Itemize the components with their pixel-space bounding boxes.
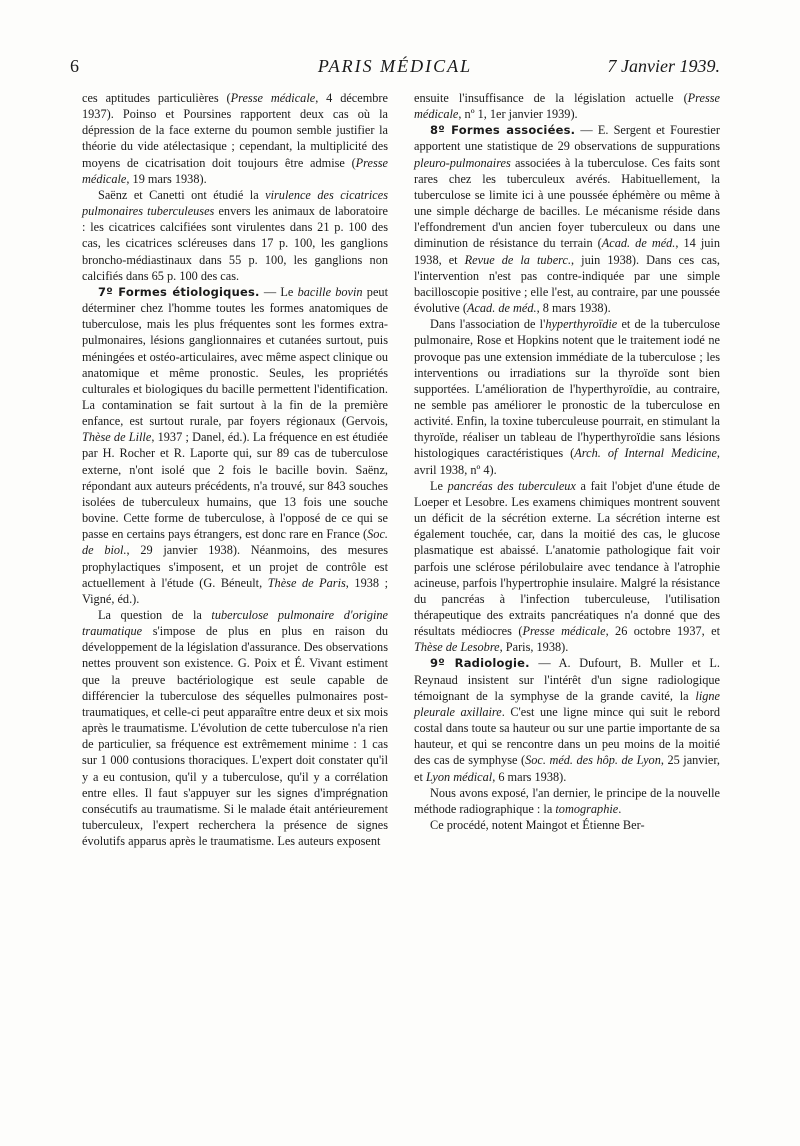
- left-column: [82, 90, 388, 849]
- page-number: 6: [70, 56, 79, 76]
- paragraph: Nous avons exposé, l'an dernier, le principe de la nouvelle méthode radiographique : la tomographie.: [414, 785, 720, 816]
- paragraph: La question de la tuberculose pulmonaire d'origine traumatique s'impose de plus en plus en raison du développement de la législation d'assurance. Des observations nettes prouvent son existence. G. Poix et É. Vivant estiment que la preuve bactériologique est seule capable de différencier la tuberculose des séquelles pulmonaires post-traumatiques, et celle-ci peut apparaître entre deux et six mois après le traumatisme. L'évolution de cette tuberculose n'a rien de particulier, sa fréquence est extrêmement minime : 1 cas sur 1 000 contusions thoraciques. L'expert doit constater qu'il y a eu contusion, qu'il y a tuberculose, qu'il y a corrélation entre elles. Il faut s'appuyer sur les signes d'imprégnation consécutifs au traumatisme. Si le malade était antérieurement tuberculeux, l'expert recherchera la présence de signes évolutifs apparus après le traumatisme. Les auteurs exposent: [82, 608, 389, 849]
- paragraph: 9º Radiologie. — A. Dufourt, B. Muller et L. Reynaud insistent sur l'intérêt d'un signe radiologique témoignant de la symphyse de la grande cavité, la ligne pleurale axillaire. C'est une ligne mince qui suit le rebord costal dans toute sa hauteur ou sur une partie importante de sa hauteur, et qui se rencontre dans un peu moins de la moitié des cas de symphyse (Soc. méd. des hôp. de Lyon, 25 janvier, et Lyon médical, 6 mars 1938).: [414, 656, 721, 784]
- paragraph: Saënz et Canetti ont étudié la virulence des cicatrices pulmonaires tuberculeuses envers les animaux de laboratoire : les cicatrices calcifiées sont virulentes dans 21 p. 100 des cas, les cicatrices scléreuses dans 17 p. 100, les ganglions broncho-médiastinaux dans 55 p. 100, les ganglions non calcifiés dans 65 p. 100 des cas.: [82, 187, 388, 283]
- paragraph: Le pancréas des tuberculeux a fait l'objet d'une étude de Loeper et Lesobre. Les examens chimiques montrent souvent un déficit de la sécrétion externe. La sécrétion interne est également touchée, car, dans la moitié des cas, le glucose plasmatique est abaissé. L'anatomie pathologique fait voir parfois une sclérose périlobulaire avec tendance à l'atrophie acineuse, parfois l'hypertrophie insulaire. Malgré la résistance du pancréas à l'infection tuberculeuse, l'utilisation thérapeutique des extraits pancréatiques n'a donné que des résultats médiocres (Presse médicale, 26 octobre 1937, et Thèse de Lesobre, Paris, 1938).: [414, 478, 720, 655]
- section-heading: 8º Formes associées.: [430, 123, 576, 138]
- page-header: [70, 56, 720, 80]
- paragraph: ces aptitudes particulières (Presse médicale, 4 décembre 1937). Poinso et Poursines rapportent deux cas où la dépression de la face externe du poumon semble justifier la théorie du vide atélectasique ; cependant, la multiplicité des moyens de cicatrisation doit toujours être admise (Presse médicale, 19 mars 1938).: [82, 91, 388, 186]
- paragraph: 7º Formes étiologiques. — Le bacille bovin peut déterminer chez l'homme toutes les formes anatomiques de tuberculose, mais les plus fréquentes sont les formes extra-pulmonaires, lésions ganglionnaires et cutanées surtout, puis méningées et ostéo-articulaires, avec même aspect clinique ou anatomique et même pronostic. Seules, les propriétés culturales et biologiques du bacille permettent l'identification. La contamination se fait surtout à la fin de la première enfance, est surtout rurale, par foyers régionaux (Gervois, Thèse de Lille, 1937 ; Danel, éd.). La fréquence en est étudiée par H. Rocher et R. Laporte qui, sur 89 cas de tuberculose externe, n'ont isolé que 2 fois le bacille bovin. Saënz, répondant aux auteurs précédents, n'a trouvé, sur 843 souches isolées de tuberculeux humains, que 13 fois une souche bovine. Cette forme de tuberculose, à l'opposé de ce qui se passe en certains pays étrangers, est donc rare en France (Soc. de biol., 29 janvier 1938). Néanmoins, des mesures prophylactiques s'imposent, et un projet de contrôle est actuellement à l'étude (G. Béneult, Thèse de Paris, 1938 ; Vigné, éd.).: [82, 284, 389, 606]
- journal-title: PARIS MÉDICAL: [317, 56, 473, 76]
- right-column: [414, 90, 720, 833]
- section-heading: 9º Radiologie.: [430, 656, 530, 671]
- issue-date: 7 Janvier 1939.: [607, 56, 720, 76]
- paragraph: Dans l'association de l'hyperthyroïdie et de la tuberculose pulmonaire, Rose et Hopkins notent que le traitement iodé ne provoque pas une extension immédiate de la tuberculose ; les interventions ou irradiations sur la thyroïde sont bien supportées. L'amélioration de l'hyperthyroïdie, au contraire, ne semble pas améliorer le pronostic de la tuberculose en activité. Enfin, la toxine tuberculeuse pourrait, en stimulant la thyroïde, réaliser un tableau de l'hyperthyroïdie sans lésions histologiques caractéristiques (Arch. of Internal Medicine, avril 1938, nº 4).: [414, 317, 720, 477]
- paragraph: Ce procédé, notent Maingot et Étienne Ber-: [430, 818, 645, 833]
- paragraph: 8º Formes associées. — E. Sergent et Fourestier apportent une statistique de 29 observations de suppurations pleuro-pulmonaires associées à la tuberculose. Ces faits sont rares chez les tuberculeux avérés. Habituellement, la tuberculose se limite ici à une poussée éphémère ou même à une simple décharge de bacilles. Le mécanisme réside dans l'effondrement d'un ancien foyer tuberculeux ou dans une diminution de résistance du terrain (Acad. de méd., 14 juin 1938, et Revue de la tuberc., juin 1938). Dans ces cas, l'intervention n'est pas contre-indiquée par une simple bacilloscopie positive ; elle l'est, au contraire, par une poussée évolutive (Acad. de méd., 8 mars 1938).: [414, 123, 720, 316]
- paragraph: ensuite l'insuffisance de la législation actuelle (Presse médicale, nº 1, 1er janvier 1939).: [414, 91, 720, 122]
- section-heading: 7º Formes étiologiques.: [98, 284, 260, 299]
